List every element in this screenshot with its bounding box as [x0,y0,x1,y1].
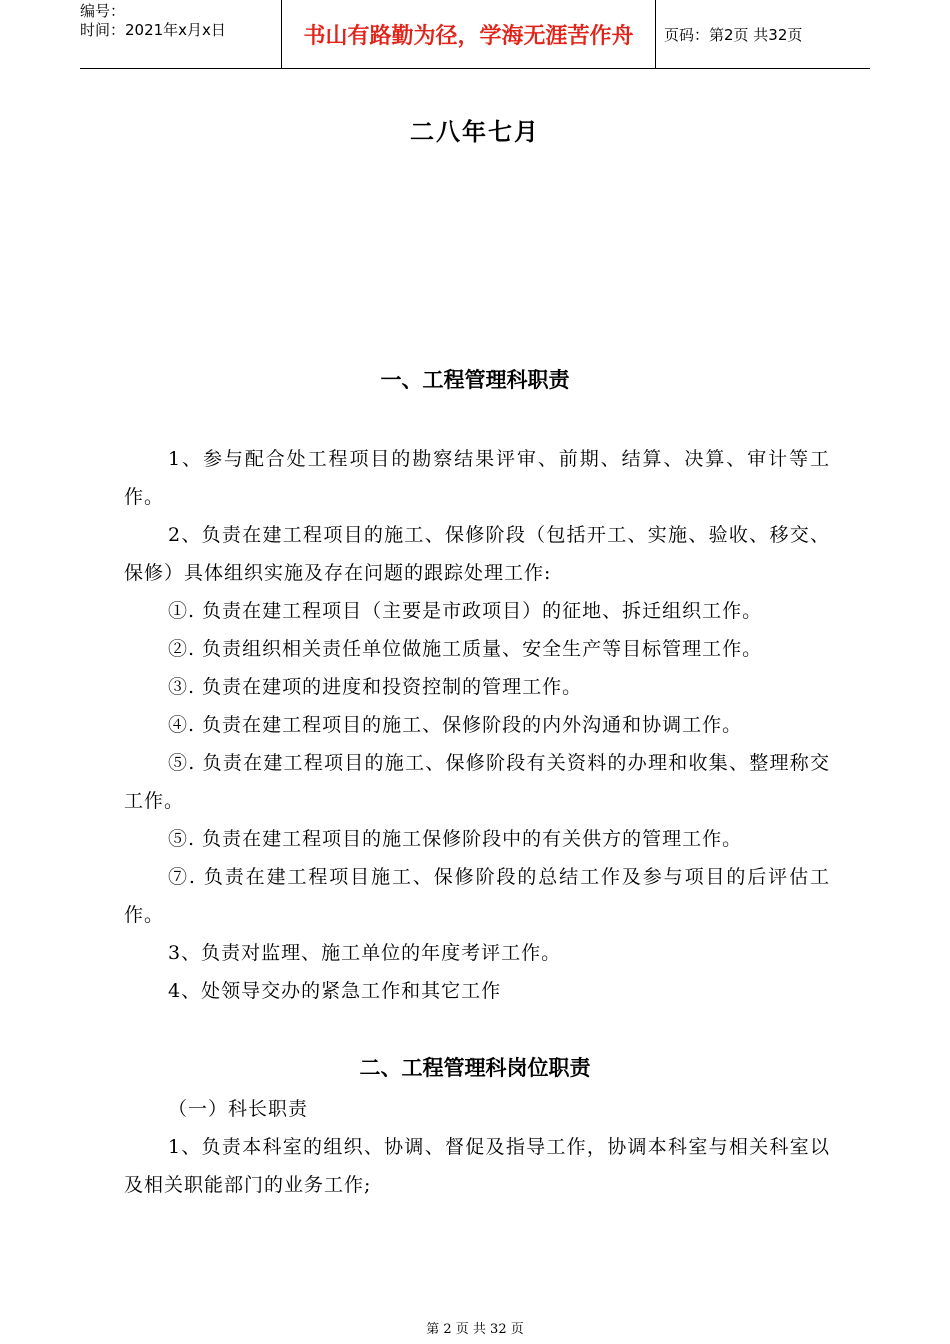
section2-item-1: 1、负责本科室的组织、协调、督促及指导工作，协调本科室与相关科室以及相关职能部门的业务工作; [124,1136,830,1196]
page-header [80,0,870,69]
section1-item-2: 2、负责在建工程项目的施工、保修阶段（包括开工、实施、验收、移交、保修）具体组织实施及存在问题的跟踪处理工作: [124,524,830,584]
section1-item-2d: ④. 负责在建工程项目的施工、保修阶段的内外沟通和协调工作。 [168,714,743,736]
page-footer: 第 2 页 共 32 页 [426,1322,524,1337]
section1-item-2c: ③. 负责在建项的进度和投资控制的管理工作。 [168,676,583,698]
header-meta [80,0,280,70]
header-motto: 书山有路勤为径，学海无涯苦作舟 [281,0,656,68]
date-title: 二八年七月 [410,118,540,146]
section2-subtitle: （一）科长职责 [168,1098,309,1120]
time-label: 时间：2021年x月x日 [80,21,226,39]
number-label: 编号： [80,2,126,20]
section1-title: 一、工程管理科职责 [380,368,570,392]
header-page-info: 页码：第2页 共32页 [664,25,803,44]
section1-item-1: 1、参与配合处工程项目的勘察结果评审、前期、结算、决算、审计等工作。 [124,448,830,508]
section1-item-2b: ②. 负责组织相关责任单位做施工质量、安全生产等目标管理工作。 [168,638,763,660]
section1-item-4: 4、处领导交办的紧急工作和其它工作 [168,980,502,1002]
section1-item-2a: ①. 负责在建工程项目（主要是市政项目）的征地、拆迁组织工作。 [168,600,763,622]
section1-item-2f: ⑤. 负责在建工程项目的施工保修阶段中的有关供方的管理工作。 [168,828,743,850]
section1-item-2g: ⑦. 负责在建工程项目施工、保修阶段的总结工作及参与项目的后评估工作。 [124,866,830,926]
section1-item-3: 3、负责对监理、施工单位的年度考评工作。 [168,942,562,964]
section2-title: 二、工程管理科岗位职责 [359,1056,591,1080]
section1-item-2e: ⑤. 负责在建工程项目的施工、保修阶段有关资料的办理和收集、整理称交工作。 [124,752,830,812]
